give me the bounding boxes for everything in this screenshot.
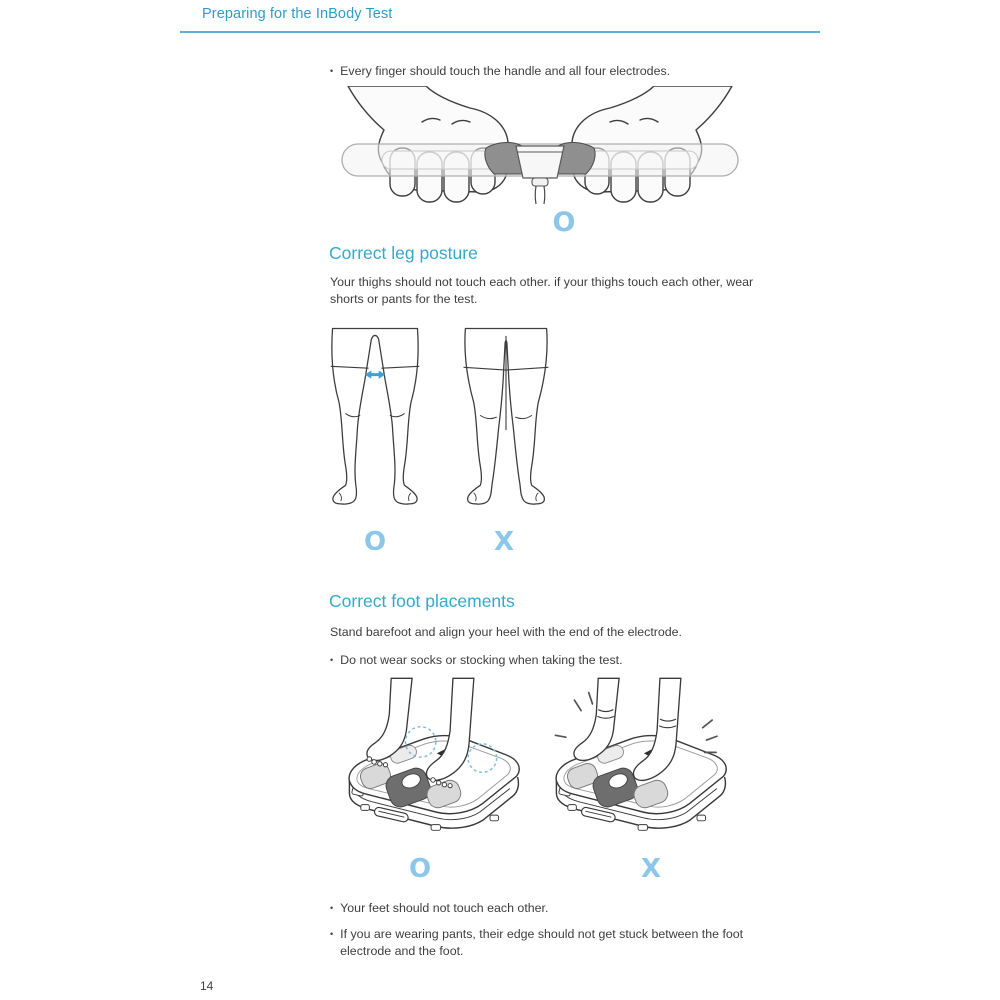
foot-placement-bullet xyxy=(330,652,780,669)
foot-placement-heading: Correct foot placements xyxy=(329,591,515,611)
legs-incorrect-mark: X xyxy=(493,527,515,557)
bullet-dot: • xyxy=(330,66,334,76)
hands-correct-mark: O xyxy=(552,207,576,238)
pants-note-text: If you are wearing pants, their edge should not get stuck between the foot electrode and the foot. xyxy=(340,927,744,959)
legs-correct-mark: O xyxy=(363,527,387,557)
feet-note-bullet xyxy=(330,900,782,917)
leg-posture-body: Your thighs should not touch each other. if your thighs touch each other, wear shorts or pants for the test. xyxy=(330,275,754,307)
foot-placement-bullet-text: Do not wear socks or stocking when taking the test. xyxy=(340,653,623,667)
hands-gripping-handle-illustration xyxy=(330,86,750,216)
header-rule xyxy=(180,31,820,33)
legs-touching-illustration xyxy=(458,322,554,515)
socked-feet-on-device-illustration xyxy=(545,677,735,843)
thigh-gap-arrow xyxy=(365,371,385,379)
hand-instruction-bullet xyxy=(330,63,780,80)
feet-correct-mark: O xyxy=(408,854,432,884)
page-header-title: Preparing for the InBody Test xyxy=(202,6,393,22)
pants-note-bullet xyxy=(330,926,782,961)
feet-incorrect-mark: X xyxy=(640,854,662,884)
feet-note-text: Your feet should not touch each other. xyxy=(340,901,549,915)
leg-posture-heading: Correct leg posture xyxy=(329,243,478,263)
page-number: 14 xyxy=(200,979,214,993)
bullet-dot: • xyxy=(330,903,334,913)
legs-apart-illustration xyxy=(327,322,423,515)
foot-placement-body: Stand barefoot and align your heel with the end of the electrode. xyxy=(330,625,683,639)
handle-cable xyxy=(535,186,545,204)
hand-instruction-text: Every finger should touch the handle and all four electrodes. xyxy=(340,64,671,78)
bare-feet-on-device-illustration xyxy=(338,677,528,843)
bullet-dot: • xyxy=(330,655,334,665)
bullet-dot: • xyxy=(330,929,334,939)
